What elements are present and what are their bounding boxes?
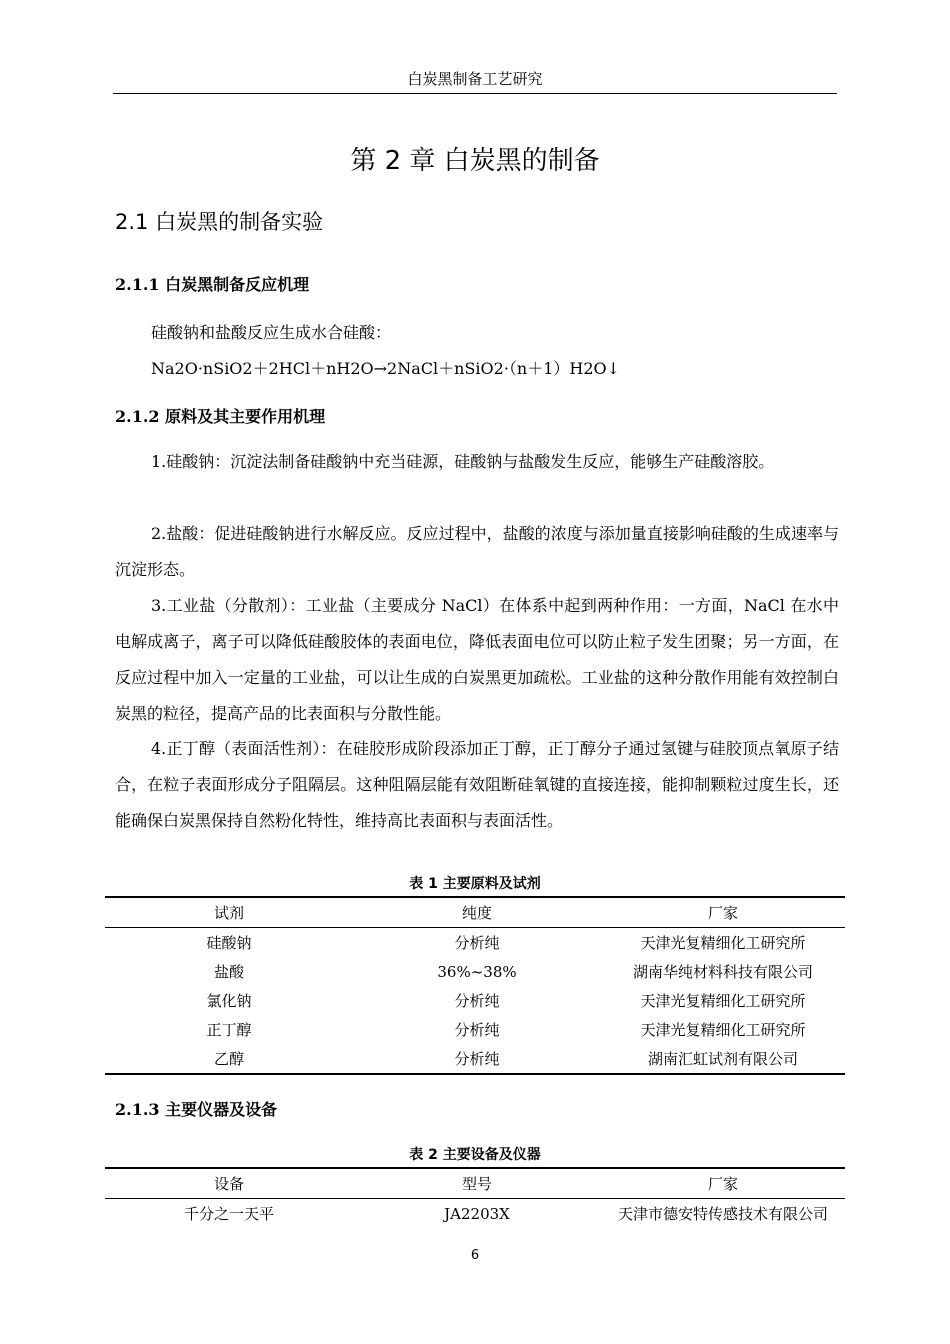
- table-row: [105, 1015, 845, 1044]
- table-cell: 天津光复精细化工研究所: [640, 992, 806, 1010]
- table-cell: 乙醇: [105, 1044, 353, 1074]
- running-header: 白炭黑制备工艺研究: [407, 70, 543, 88]
- column-header: 型号: [353, 1168, 601, 1199]
- table-cell: 36%~38%: [437, 962, 517, 981]
- table-cell: 天津市德安特传感技术有限公司: [617, 1205, 828, 1223]
- paragraph-sodium-silicate: 1.硅酸钠：沉淀法制备硅酸钠中充当硅源，硅酸钠与盐酸发生反应，能够生产硅酸溶胶。: [151, 452, 775, 471]
- paragraph-n-butanol: 4.正丁醇（表面活性剂）：在硅胶形成阶段添加正丁醇，正丁醇分子通过氢键与硅胶顶点氧原子结合，在粒子表面形成分子阻隔层。这种阻隔层能有效阻断硅氧键的直接连接，能抑制颗粒过度生长，还能确保白炭黑保持自然粉化特性，维持高比表面积与表面活性。: [115, 739, 839, 830]
- table-reagents: [105, 896, 845, 1075]
- header-rule: [113, 93, 837, 94]
- table-row: [105, 986, 845, 1015]
- paragraph-hydrochloric-acid: 2.盐酸：促进硅酸钠进行水解反应。反应过程中，盐酸的浓度与添加量直接影响硅酸的生成速率与沉淀形态。: [115, 524, 839, 579]
- section-title-2-1: 2.1 白炭黑的制备实验: [115, 210, 324, 234]
- column-header: 设备: [105, 1168, 353, 1199]
- table-row: [105, 957, 845, 986]
- table-cell: 分析纯: [353, 1044, 601, 1074]
- subsection-title-2-1-2: 2.1.2 原料及其主要作用机理: [115, 407, 326, 426]
- table-cell: 氯化钠: [206, 992, 252, 1010]
- column-header: 厂家: [601, 897, 845, 928]
- table-cell: 正丁醇: [206, 1021, 252, 1039]
- table-header-row: [105, 897, 845, 928]
- table-cell: 湖南华纯材料科技有限公司: [632, 963, 813, 981]
- table-cell: 天津光复精细化工研究所: [640, 934, 806, 952]
- table-row: [105, 928, 845, 958]
- table-cell: 硅酸钠: [206, 934, 252, 952]
- table-cell: 分析纯: [454, 992, 500, 1010]
- page-number: 6: [470, 1248, 480, 1263]
- paragraph-industrial-salt: 3.工业盐（分散剂）：工业盐（主要成分 NaCl）在体系中起到两种作用：一方面，NaCl 在水中电解成离子，离子可以降低硅酸胶体的表面电位，降低表面电位可以防止粒子发生团聚；另一方面，在反应过程中加入一定量的工业盐，可以让生成的白炭黑更加疏松。工业盐的这种分散作用能有效控制白炭黑的粒径，提高产品的比表面积与分散性能。: [115, 596, 839, 723]
- column-header: 厂家: [601, 1168, 845, 1199]
- table-cell: 天津光复精细化工研究所: [640, 1021, 806, 1039]
- table1-caption: 表 1 主要原料及试剂: [409, 876, 541, 892]
- column-header: 试剂: [105, 897, 353, 928]
- table-cell: 湖南汇虹试剂有限公司: [601, 1044, 845, 1074]
- table-row: [105, 1199, 845, 1229]
- table-equipment: [105, 1167, 845, 1228]
- subsection-title-2-1-3: 2.1.3 主要仪器及设备: [115, 1100, 278, 1119]
- subsection-title-2-1-1: 2.1.1 白炭黑制备反应机理: [115, 275, 310, 294]
- table-cell: 盐酸: [213, 963, 244, 981]
- table-cell: 分析纯: [454, 1021, 500, 1039]
- column-header: 纯度: [353, 897, 601, 928]
- chapter-title: 第 2 章 白炭黑的制备: [350, 146, 600, 176]
- reaction-equation: Na2O·nSiO2＋2HCl＋nH2O→2NaCl＋nSiO2·（n＋1）H2O↓: [151, 359, 621, 378]
- table-header-row: [105, 1168, 845, 1199]
- table-row: [105, 1044, 845, 1074]
- table2-caption: 表 2 主要设备及仪器: [409, 1147, 541, 1163]
- reaction-intro: 硅酸钠和盐酸反应生成水合硅酸：: [151, 323, 392, 342]
- table-cell: JA2203X: [444, 1204, 510, 1223]
- table-cell: 分析纯: [454, 934, 500, 952]
- table-cell: 千分之一天平: [183, 1205, 274, 1223]
